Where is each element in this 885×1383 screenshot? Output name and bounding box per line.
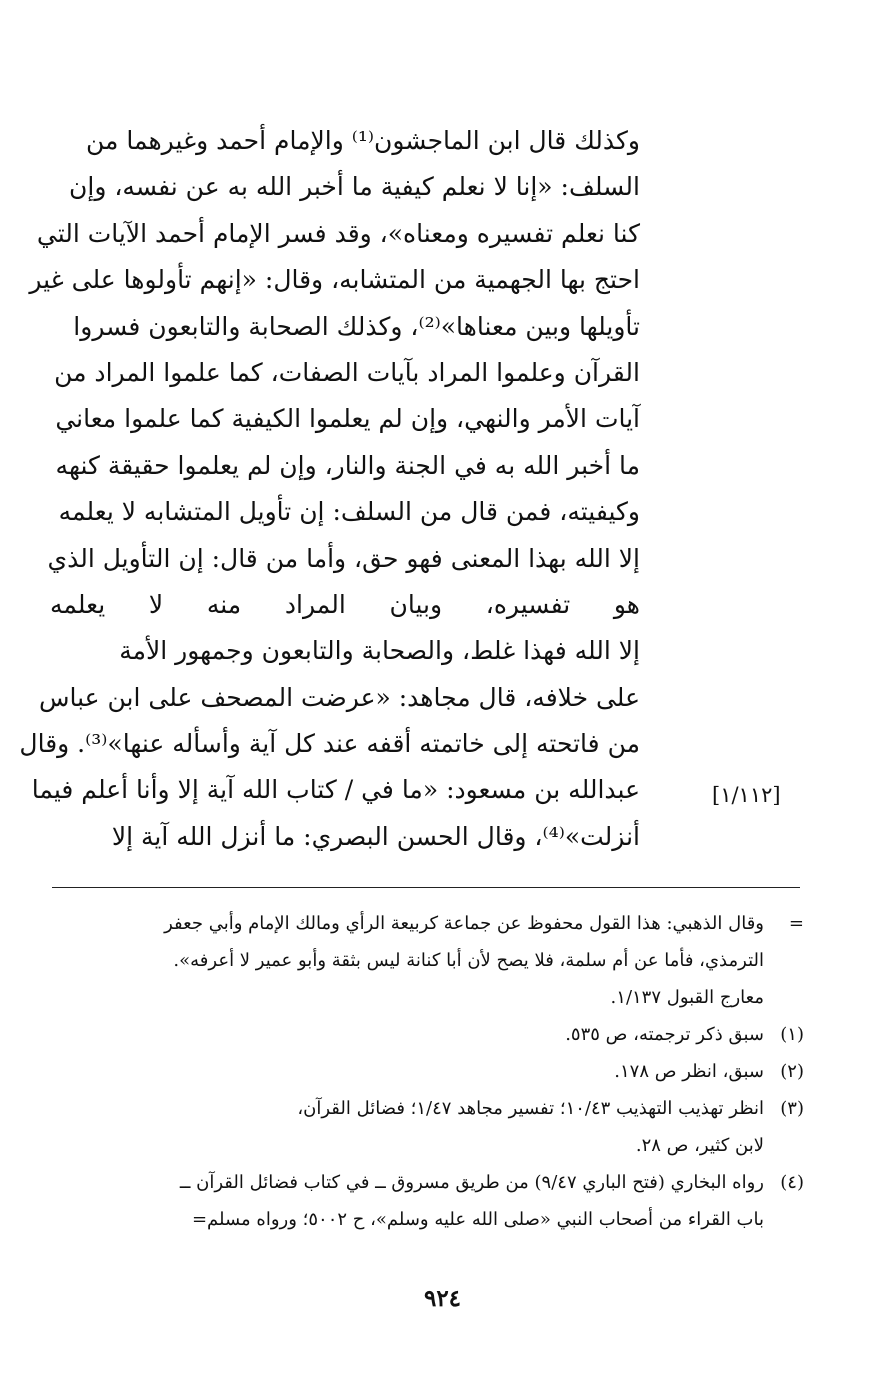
text-line: احتج بها الجهمية من المتشابه، وقال: «إنهم تأولوها على غير (29, 265, 640, 295)
text-line: إلا الله فهذا غلط، والصحابة والتابعون وجمهور الأمة (119, 636, 640, 666)
text-line: ما أخبر الله به في الجنة والنار، وإن لم يعلموا حقيقة كنهه (55, 450, 640, 480)
footnote-marker: = (788, 913, 804, 934)
footnote-marker: (٤) (780, 1172, 804, 1193)
footnote-divider (52, 887, 800, 888)
footnote-2 (52, 1053, 804, 1090)
footnote-marker: (١) (780, 1024, 804, 1045)
text-line: من فاتحته إلى خاتمته أقفه عند كل آية وأسأله عنها»⁽³⁾. وقال (19, 729, 640, 759)
text-line: كنا نعلم تفسيره ومعناه»، وقد فسر الإمام أحمد الآيات التي (36, 218, 640, 248)
main-text-block (19, 118, 640, 860)
footnote-line: رواه البخاري (فتح الباري ٩/٤٧) من طريق مسروق ــ في كتاب فضائل القرآن ــ (179, 1172, 764, 1193)
footnote-line: سبق ذكر ترجمته، ص ٥٣٥. (565, 1024, 764, 1045)
margin-page-reference: [١/١١٢] (712, 783, 781, 807)
footnote-continuation (52, 905, 804, 1016)
text-line: إلا الله بهذا المعنى فهو حق، وأما من قال: إن التأويل الذي (47, 543, 640, 573)
text-line: أنزلت»⁽⁴⁾، وقال الحسن البصري: ما أنزل الله آية إلا (111, 821, 640, 851)
footnote-line: الترمذي، فأما عن أم سلمة، فلا يصح لأن أبا كنانة ليس بثقة وأبو عمير لا أعرفه». (173, 950, 764, 971)
footnote-4 (52, 1164, 804, 1238)
text-line: آيات الأمر والنهي، وإن لم يعلموا الكيفية كما علموا معاني (55, 404, 640, 434)
footnote-1 (52, 1016, 804, 1053)
footnote-marker: (٢) (780, 1061, 804, 1082)
footnote-line: سبق، انظر ص ١٧٨. (614, 1061, 764, 1082)
footnote-3 (52, 1090, 804, 1164)
footnote-line: باب القراء من أصحاب النبي «صلى الله عليه وسلم»، ح ٥٠٠٢؛ ورواه مسلم= (191, 1209, 764, 1230)
text-line: السلف: «إنا لا نعلم كيفية ما أخبر الله به عن نفسه، وإن (69, 172, 640, 202)
footnote-line: انظر تهذيب التهذيب ١٠/٤٣؛ تفسير مجاهد ١/٤٧؛ فضائل القرآن، (297, 1098, 764, 1119)
page-number: ٩٢٤ (423, 1285, 462, 1312)
text-line: وكذلك قال ابن الماجشون⁽¹⁾ والإمام أحمد وغيرهما من (86, 126, 640, 155)
text-line: على خلافه، قال مجاهد: «عرضت المصحف على ابن عباس (38, 682, 640, 712)
text-line: القرآن وعلموا المراد بآيات الصفات، كما علموا المراد من (54, 357, 640, 387)
text-line: عبدالله بن مسعود: «ما في / كتاب الله آية إلا وأنا أعلم فيما (31, 775, 640, 805)
footnotes (52, 905, 804, 1238)
text-line: هو تفسيره، وبيان المراد منه لا يعلمه (50, 589, 640, 619)
text-line: وكيفيته، فمن قال من السلف: إن تأويل المتشابه لا يعلمه (58, 497, 640, 527)
footnote-marker: (٣) (780, 1098, 804, 1119)
footnote-line: معارج القبول ١/١٣٧. (610, 987, 764, 1008)
text-line: تأويلها وبين معناها»⁽²⁾، وكذلك الصحابة والتابعون فسروا (73, 311, 640, 341)
footnote-line: لابن كثير، ص ٢٨. (635, 1135, 764, 1156)
footnote-line: وقال الذهبي: هذا القول محفوظ عن جماعة كربيعة الرأي ومالك الإمام وأبي جعفر (164, 913, 764, 934)
